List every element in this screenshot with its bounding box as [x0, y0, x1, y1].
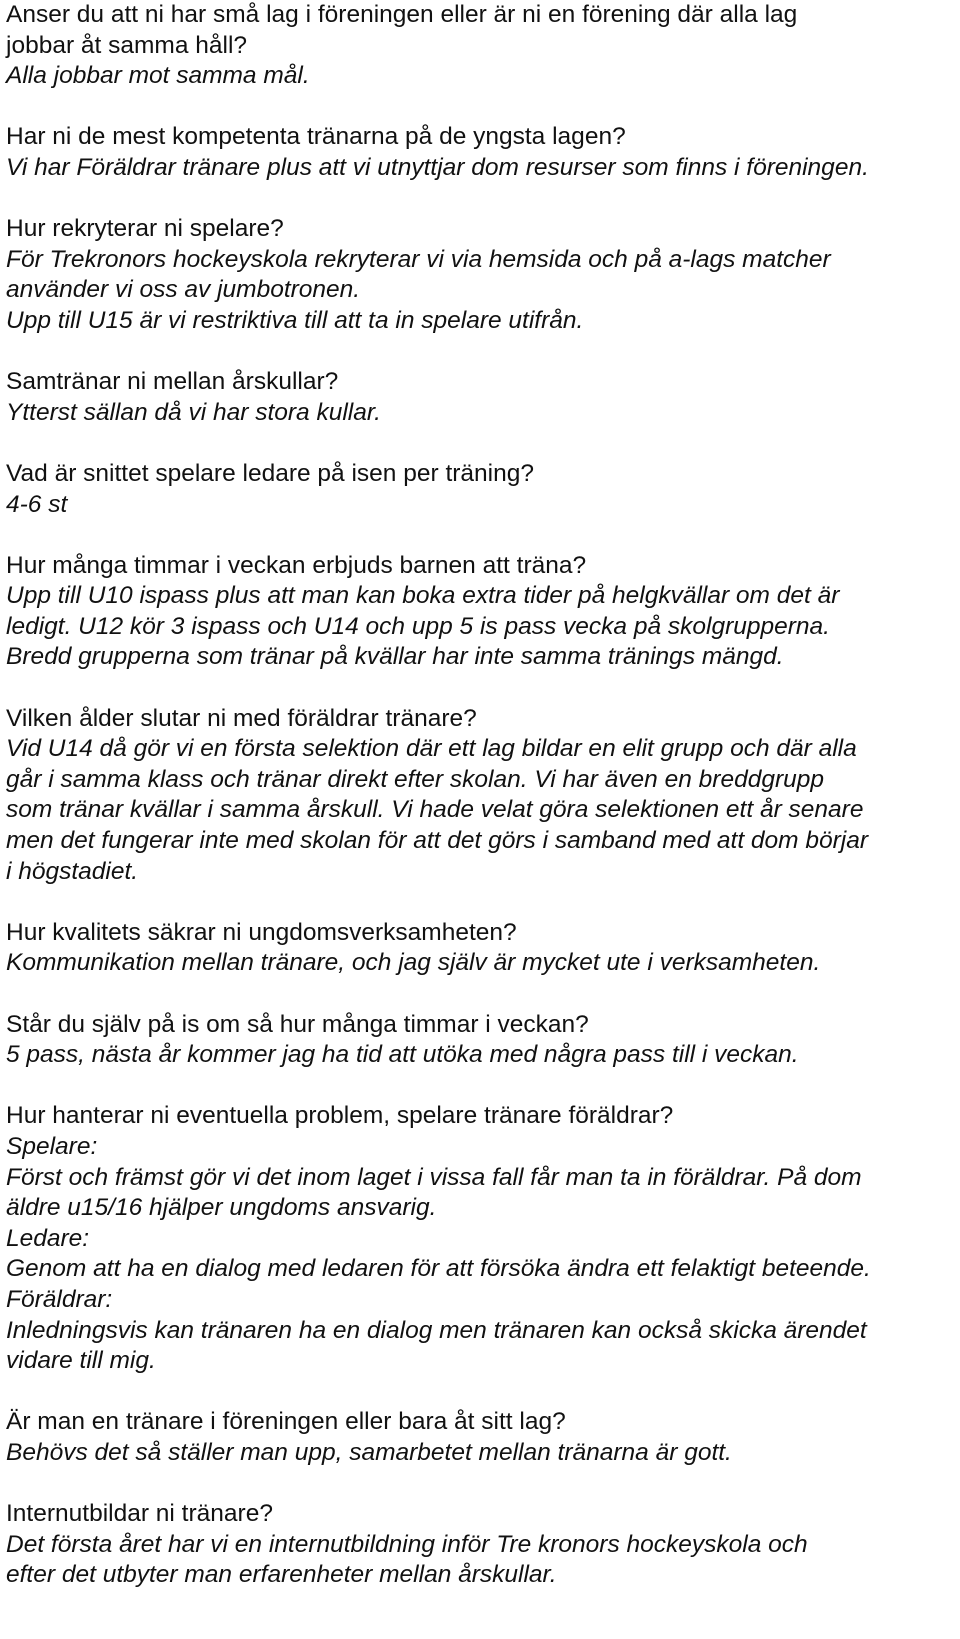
- qa-block: [6, 918, 954, 979]
- answer-line: Vi har Föräldrar tränare plus att vi utnyttjar dom resurser som finns i föreningen.: [6, 153, 869, 181]
- question-line: Är man en tränare i föreningen eller bara åt sitt lag?: [6, 1408, 566, 1436]
- answer-line: 4-6 st: [6, 490, 68, 518]
- answer-line: som tränar kvällar i samma årskull. Vi hade velat göra selektionen ett år senare: [6, 796, 864, 824]
- answer-line: använder vi oss av jumbotronen.: [6, 276, 361, 304]
- answer-line: i högstadiet.: [6, 857, 139, 885]
- answer-line: går i samma klass och tränar direkt efter skolan. Vi har även en breddgrupp: [6, 765, 824, 793]
- qa-block: [6, 1101, 954, 1376]
- question-line: jobbar åt samma håll?: [6, 31, 248, 59]
- answer-line: ledigt. U12 kör 3 ispass och U14 och upp 5 is pass vecka på skolgrupperna.: [6, 612, 830, 640]
- qa-block: [6, 1499, 954, 1591]
- qa-block: [6, 214, 954, 336]
- question-line: Internutbildar ni tränare?: [6, 1500, 273, 1528]
- answer-line: Bredd grupperna som tränar på kvällar har inte samma tränings mängd.: [6, 643, 784, 671]
- answer-line: Genom att ha en dialog med ledaren för att försöka ändra ett felaktigt beteende.: [6, 1255, 871, 1283]
- qa-block: [6, 1010, 954, 1071]
- answer-line: Ytterst sällan då vi har stora kullar.: [6, 398, 381, 426]
- answer-line: Kommunikation mellan tränare, och jag själv är mycket ute i verksamheten.: [6, 949, 821, 977]
- answer-line: 5 pass, nästa år kommer jag ha tid att utöka med några pass till i veckan.: [6, 1041, 799, 1069]
- answer-line: Alla jobbar mot samma mål.: [6, 62, 310, 90]
- answer-line: Inledningsvis kan tränaren ha en dialog men tränaren kan också skicka ärendet: [6, 1316, 867, 1344]
- answer-line: Det första året har vi en internutbildning inför Tre kronors hockeyskola och: [6, 1530, 808, 1558]
- qa-block: [6, 459, 954, 520]
- answer-line: Först och främst gör vi det inom laget i vissa fall får man ta in föräldrar. På dom: [6, 1163, 862, 1191]
- question-line: Anser du att ni har små lag i föreningen eller är ni en förening där alla lag: [6, 1, 798, 28]
- answer-line: Spelare:: [6, 1132, 98, 1160]
- qa-block: [6, 551, 954, 673]
- qa-block: [6, 122, 954, 183]
- qa-block: [6, 367, 954, 428]
- question-line: Vad är snittet spelare ledare på isen per träning?: [6, 459, 534, 487]
- answer-line: vidare till mig.: [6, 1347, 156, 1375]
- question-line: Hur hanterar ni eventuella problem, spelare tränare föräldrar?: [6, 1102, 674, 1130]
- answer-line: Ledare:: [6, 1224, 90, 1252]
- answer-line: Upp till U10 ispass plus att man kan boka extra tider på helgkvällar om det är: [6, 582, 840, 610]
- question-line: Hur kvalitets säkrar ni ungdomsverksamheten?: [6, 918, 517, 946]
- question-line: Hur många timmar i veckan erbjuds barnen att träna?: [6, 551, 587, 579]
- question-line: Samtränar ni mellan årskullar?: [6, 368, 339, 396]
- answer-line: Upp till U15 är vi restriktiva till att ta in spelare utifrån.: [6, 306, 584, 334]
- qa-block: [6, 704, 954, 888]
- qa-block: [6, 0, 954, 92]
- answer-line: För Trekronors hockeyskola rekryterar vi via hemsida och på a-lags matcher: [6, 245, 831, 273]
- question-line: Står du själv på is om så hur många timmar i veckan?: [6, 1010, 589, 1038]
- answer-line: men det fungerar inte med skolan för att det görs i samband med att dom börjar: [6, 827, 869, 855]
- answer-line: Föräldrar:: [6, 1285, 113, 1313]
- question-line: Hur rekryterar ni spelare?: [6, 215, 284, 243]
- answer-line: Behövs det så ställer man upp, samarbetet mellan tränarna är gott.: [6, 1438, 732, 1466]
- question-line: Vilken ålder slutar ni med föräldrar tränare?: [6, 704, 477, 732]
- qa-block: [6, 1407, 954, 1468]
- answer-line: Vid U14 då gör vi en första selektion där ett lag bildar en elit grupp och där alla: [6, 735, 857, 763]
- question-line: Har ni de mest kompetenta tränarna på de yngsta lagen?: [6, 123, 626, 151]
- answer-line: äldre u15/16 hjälper ungdoms ansvarig.: [6, 1194, 437, 1222]
- answer-line: efter det utbyter man erfarenheter mellan årskullar.: [6, 1561, 557, 1589]
